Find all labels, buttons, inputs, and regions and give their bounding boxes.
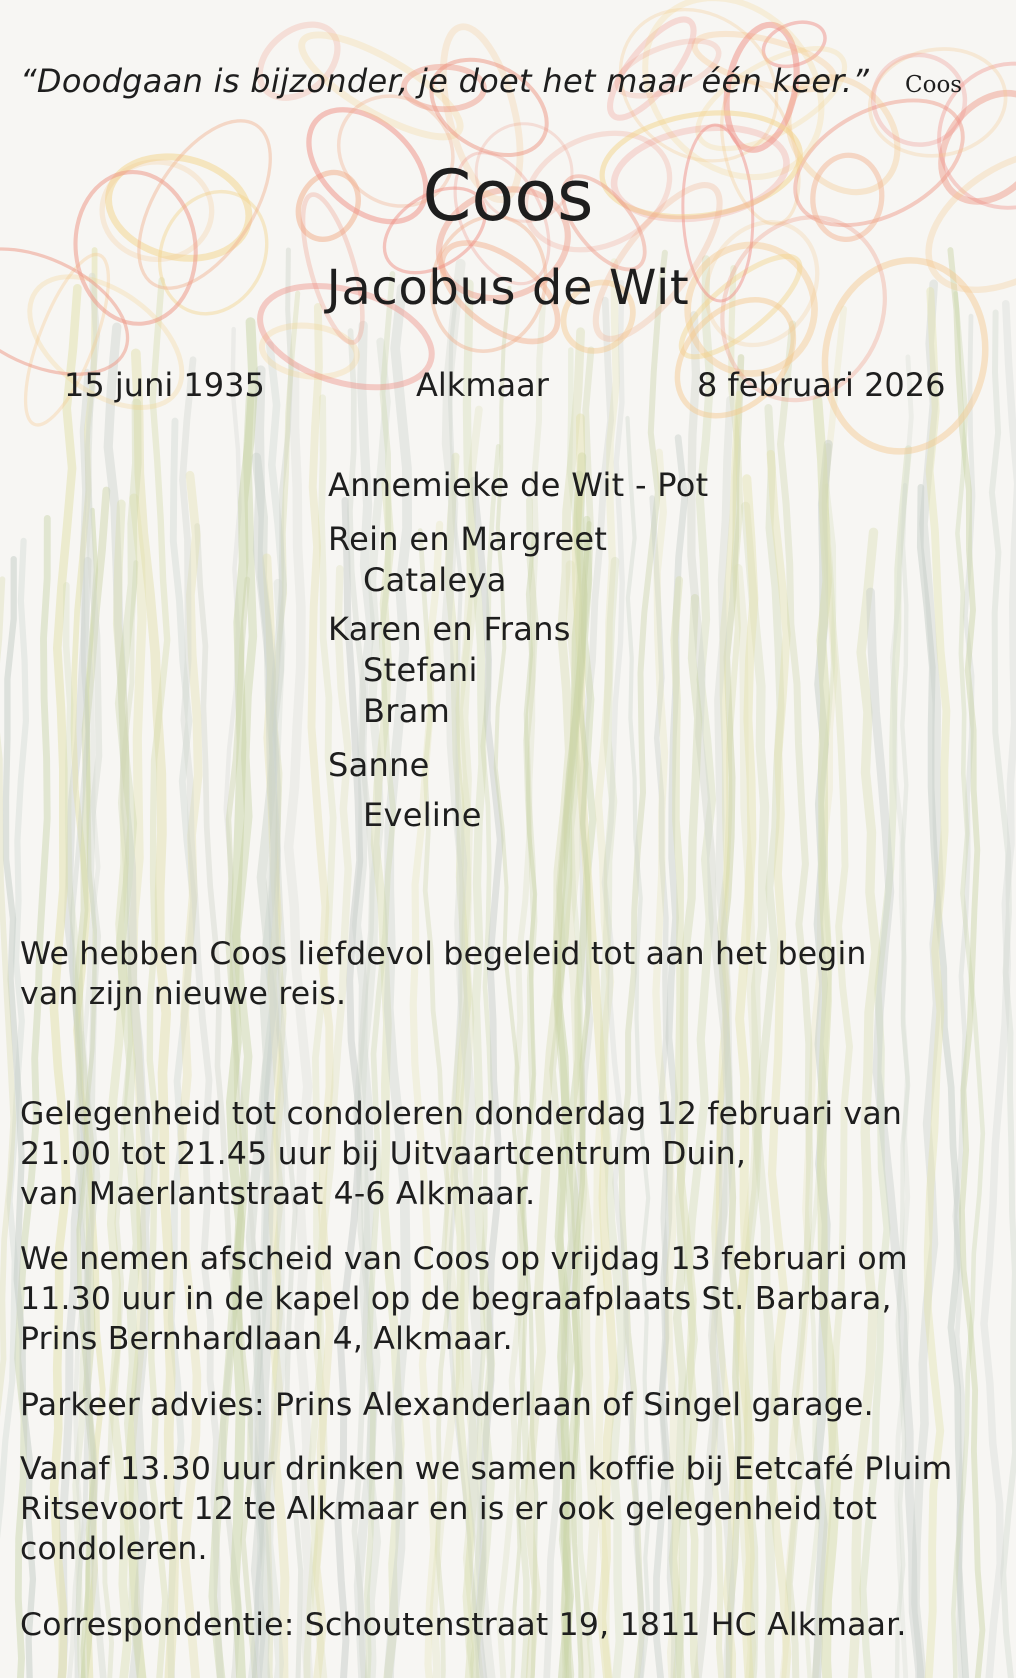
intro-line: We hebben Coos liefdevol begeleid tot aan het begin bbox=[20, 936, 867, 972]
condolence-line: 21.00 tot 21.45 uur bij Uitvaartcentrum Duin, bbox=[20, 1136, 747, 1172]
farewell-line: We nemen afscheid van Coos op vrijdag 13 februari om bbox=[20, 1241, 908, 1277]
farewell-line: 11.30 uur in de kapel op de begraafplaats St. Barbara, bbox=[20, 1281, 892, 1317]
condolence-line: van Maerlantstraat 4-6 Alkmaar. bbox=[20, 1176, 536, 1212]
intro-message bbox=[20, 934, 867, 1014]
spouse: Annemieke de Wit - Pot bbox=[328, 466, 709, 504]
correspondence-address bbox=[20, 1605, 907, 1645]
coffee-line: condoleren. bbox=[20, 1531, 208, 1567]
birth-date: 15 juni 1935 bbox=[64, 366, 265, 404]
condolence-line: Gelegenheid tot condoleren donderdag 12 februari van bbox=[20, 1096, 903, 1132]
deceased-full-name: Jacobus de Wit bbox=[326, 260, 690, 316]
intro-line: van zijn nieuwe reis. bbox=[20, 976, 347, 1012]
place: Alkmaar bbox=[416, 366, 549, 404]
deceased-name: Coos bbox=[422, 155, 594, 237]
farewell-info bbox=[20, 1239, 908, 1359]
family-child: Stefani bbox=[363, 651, 478, 689]
family-child: Cataleya bbox=[363, 561, 507, 599]
family-child: Eveline bbox=[363, 796, 482, 834]
farewell-line: Prins Bernhardlaan 4, Alkmaar. bbox=[20, 1321, 513, 1357]
correspondence-line: Correspondentie: Schoutenstraat 19, 1811 HC Alkmaar. bbox=[20, 1607, 907, 1643]
family-parents: Karen en Frans bbox=[328, 610, 571, 648]
family-parents: Rein en Margreet bbox=[328, 520, 608, 558]
quote-text: “Doodgaan is bijzonder, je doet het maar één keer.” bbox=[20, 62, 870, 100]
parking-advice bbox=[20, 1385, 874, 1425]
parking-line: Parkeer advies: Prins Alexanderlaan of Singel garage. bbox=[20, 1387, 874, 1423]
death-date: 8 februari 2026 bbox=[697, 366, 946, 404]
coffee-line: Vanaf 13.30 uur drinken we samen koffie bij Eetcafé Pluim bbox=[20, 1451, 953, 1487]
condolence-info bbox=[20, 1094, 902, 1214]
quote-author: Coos bbox=[905, 72, 963, 98]
coffee-line: Ritsevoort 12 te Alkmaar en is er ook gelegenheid tot bbox=[20, 1491, 878, 1527]
family-child: Bram bbox=[363, 692, 451, 730]
coffee-info bbox=[20, 1449, 952, 1569]
family-parents: Sanne bbox=[328, 746, 430, 784]
